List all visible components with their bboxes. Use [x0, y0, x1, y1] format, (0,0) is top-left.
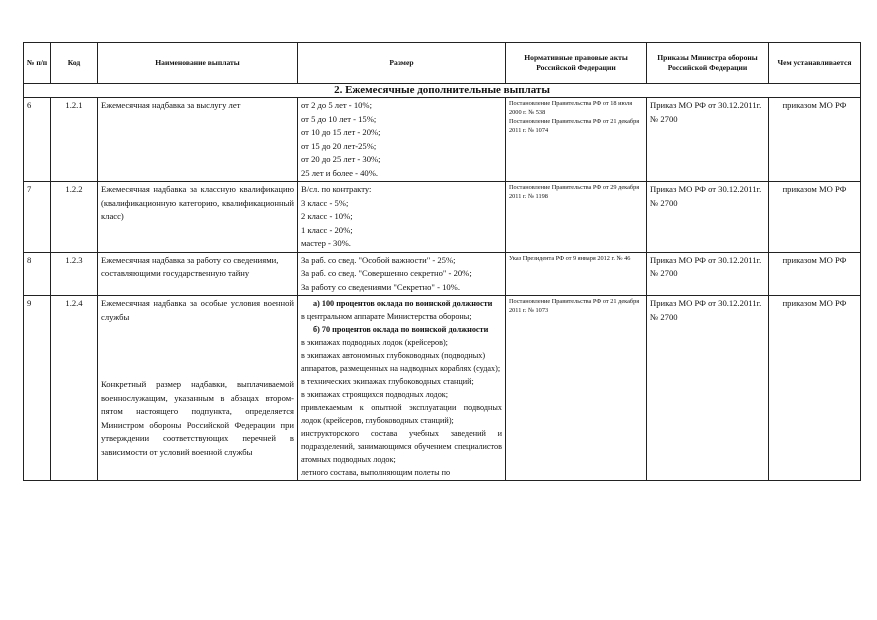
header-num: № п/п	[24, 43, 51, 84]
size-line: 2 класс - 10%;	[301, 211, 353, 221]
size-line: в экипажах автономных глубоководных (подводных) аппаратов, размещенных на надводных кораблях (судах);	[301, 351, 501, 373]
size-b-title: б) 70 процентов оклада по воинской должности	[313, 325, 489, 334]
size-line: от 5 до 10 лет - 15%;	[301, 113, 377, 124]
row-name: Ежемесячная надбавка за работу со сведениями, составляющими государственную тайну	[98, 252, 298, 296]
size-line: летного состава, выполняющим полеты по	[301, 468, 451, 477]
row-name: Ежемесячная надбавка за классную квалификацию (квалификационную категорию, квалификационный класс)	[98, 182, 298, 253]
row-order: Приказ МО РФ от 30.12.2011г. № 2700	[647, 182, 769, 253]
row-code: 1.2.4	[51, 296, 98, 481]
row-size	[298, 296, 506, 481]
row-size	[298, 182, 506, 253]
row-acts	[506, 252, 647, 296]
section-title: 2. Ежемесячные дополнительные выплаты	[24, 84, 861, 98]
row-num: 9	[24, 296, 51, 481]
size-line: в экипажах строящихся подводных лодок;	[301, 390, 449, 399]
header-code: Код	[51, 43, 98, 84]
row-code: 1.2.2	[51, 182, 98, 253]
table-row	[24, 98, 861, 182]
row-num: 8	[24, 252, 51, 296]
header-name: Наименование выплаты	[98, 43, 298, 84]
size-line: В/сл. по контракту:	[301, 184, 372, 194]
row-num: 6	[24, 98, 51, 182]
table-row	[24, 182, 861, 253]
size-line: от 10 до 15 лет - 20%;	[301, 127, 381, 137]
header-acts: Нормативные правовые акты Российской Федерации	[506, 43, 647, 84]
size-line: от 2 до 5 лет - 10%;	[301, 100, 372, 110]
size-line: инструкторского состава учебных заведений и подразделений, занимающимся обучением специалистов атомных подводных лодок;	[301, 429, 502, 464]
header-orders: Приказы Министра обороны Российской Федерации	[647, 43, 769, 84]
row-name: Ежемесячная надбавка за выслугу лет	[98, 98, 298, 182]
size-line: За работу со сведениями "Секретно" - 10%.	[301, 281, 460, 292]
table-row	[24, 296, 861, 481]
act-ref: Указ Президента РФ от 9 января 2012 г. № 46	[509, 254, 631, 262]
payments-table	[23, 42, 861, 481]
size-line: 25 лет и более - 40%.	[301, 167, 379, 178]
row-acts	[506, 182, 647, 253]
act-ref: Постановление Правительства РФ от 21 декабря 2011 г. № 1073	[509, 298, 640, 314]
row-size	[298, 98, 506, 182]
row-established: приказом МО РФ	[769, 252, 861, 296]
row-established: приказом МО РФ	[769, 296, 861, 481]
size-line: За раб. со свед. "Совершенно секретно" - 20%;	[301, 268, 472, 278]
row-name-text: Ежемесячная надбавка за особые условия военной службы	[101, 298, 294, 322]
size-line: от 15 до 20 лет-25%;	[301, 140, 377, 151]
section-row	[24, 84, 861, 98]
row-order: Приказ МО РФ от 30.12.2011г. № 2700	[647, 296, 769, 481]
row-name-note: Конкретный размер надбавки, выплачиваемой военнослужащим, указанным в абзацах втором-пятом настоящего подпункта, определяется Министром обороны Российской Федерации при утверждении соответствующих перечней в зависимости от условий военной службы	[101, 379, 294, 457]
row-established: приказом МО РФ	[769, 98, 861, 182]
size-line: За раб. со свед. "Особой важности" - 25%;	[301, 254, 456, 265]
row-num: 7	[24, 182, 51, 253]
header-size: Размер	[298, 43, 506, 84]
size-line: 3 класс - 5%;	[301, 197, 349, 208]
act-ref: Постановление Правительства РФ от 18 июля 2000 г. № 538	[509, 100, 633, 116]
row-code: 1.2.3	[51, 252, 98, 296]
act-ref: Постановление Правительства РФ от 29 декабря 2011 г. № 1198	[509, 184, 640, 200]
size-line: 1 класс - 20%;	[301, 224, 353, 235]
size-line: от 20 до 25 лет - 30%;	[301, 154, 381, 164]
row-order: Приказ МО РФ от 30.12.2011г. № 2700	[647, 252, 769, 296]
row-established: приказом МО РФ	[769, 182, 861, 253]
size-line: в экипажах подводных лодок (крейсеров);	[301, 338, 448, 347]
size-line: привлекаемым к опытной эксплуатации подводных лодок (крейсеров, глубоководных станций);	[301, 403, 502, 425]
row-code: 1.2.1	[51, 98, 98, 182]
size-a-title: а) 100 процентов оклада по воинской должности	[313, 299, 493, 308]
spacer	[101, 324, 294, 378]
size-line: в технических экипажах глубоководных станций;	[301, 377, 474, 386]
act-ref: Постановление Правительства РФ от 21 декабря 2011 г. № 1074	[509, 118, 640, 134]
row-name	[98, 296, 298, 481]
size-line: мастер - 30%.	[301, 238, 351, 248]
row-acts	[506, 296, 647, 481]
row-order: Приказ МО РФ от 30.12.2011г. № 2700	[647, 98, 769, 182]
size-line: в центральном аппарате Министерства обороны;	[301, 312, 472, 321]
row-size	[298, 252, 506, 296]
row-acts	[506, 98, 647, 182]
table-header-row	[24, 43, 861, 84]
table-row	[24, 252, 861, 296]
header-established: Чем устанавливается	[769, 43, 861, 84]
